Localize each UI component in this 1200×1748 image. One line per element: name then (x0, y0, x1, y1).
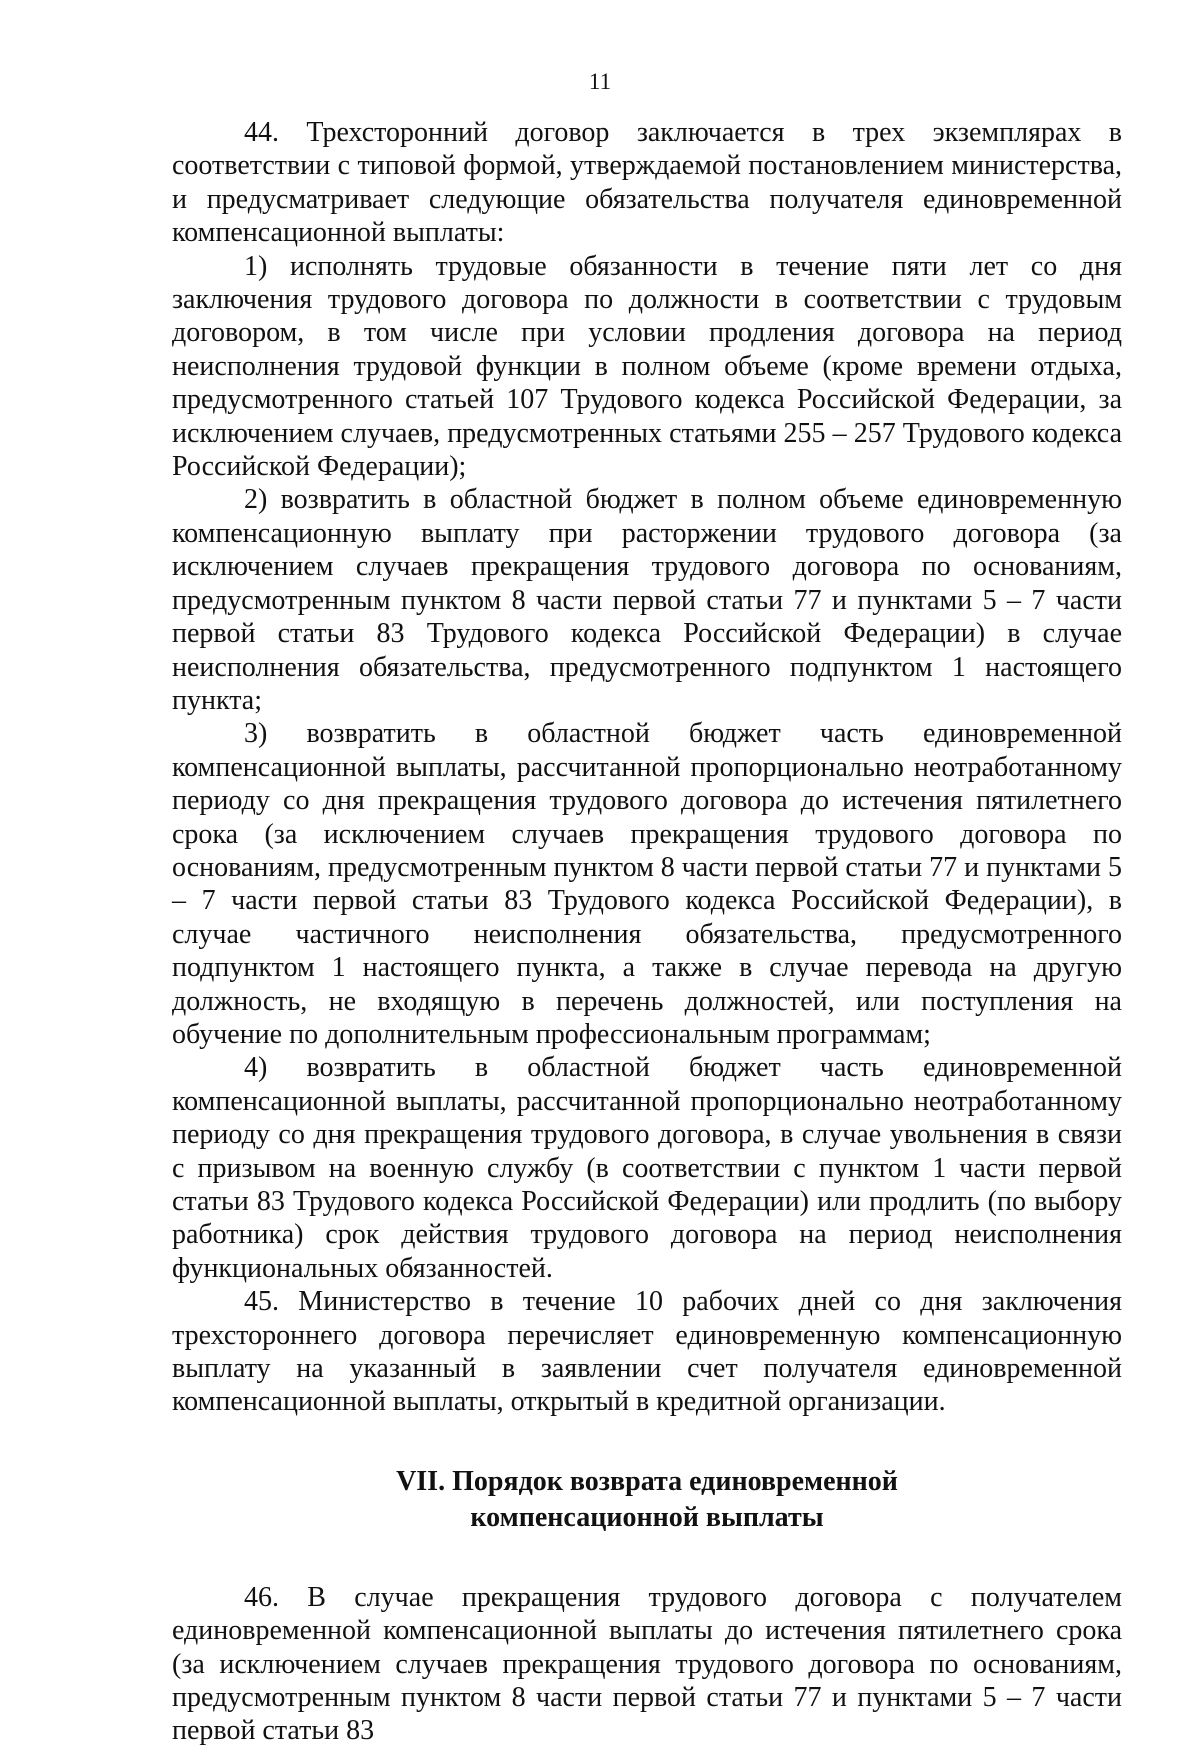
section-heading-line-2: компенсационной выплаты (470, 1501, 824, 1533)
paragraph-44-item-1: 1) исполнять трудовые обязанности в течение пяти лет со дня заключения трудового договора по должности в соответствии с трудовым договором, в том числе при условии продления договора на период неисполнения трудовой функции в полном объеме (кроме времени отдыха, предусмотренного статьей 107 Трудового кодекса Российской Федерации, за исключением случаев, предусмотренных статьями 255 – 257 Трудового кодекса Российской Федерации); (172, 250, 1122, 483)
paragraph-46: 46. В случае прекращения трудового договора с получателем единовременной компенсационной выплаты до истечения пятилетнего срока (за исключением случаев прекращения трудового договора по основаниям, предусмотренным пунктом 8 части первой статьи 77 и пунктами 5 – 7 части первой статьи 83 (172, 1581, 1122, 1747)
section-heading-line-1: VII. Порядок возврата единовременной (396, 1465, 898, 1497)
paragraph-45: 45. Министерство в течение 10 рабочих дней со дня заключения трехстороннего договора перечисляет единовременную компенсационную выплату на указанный в заявлении счет получателя единовременной компенсационной выплаты, открытый в кредитной организации. (172, 1286, 1122, 1418)
page-number: 11 (588, 69, 612, 94)
document-body (172, 116, 1122, 1748)
paragraph-44-item-4: 4) возвратить в областной бюджет часть единовременной компенсационной выплаты, рассчитанной пропорционально неотработанному периоду со дня прекращения трудового договора, в случае увольнения в связи с призывом на военную службу (в соответствии с пунктом 1 части первой статьи 83 Трудового кодекса Российской Федерации) или продлить (по выбору работника) срок действия трудового договора на период неисполнения функциональных обязанностей. (172, 1052, 1122, 1284)
paragraph-44: 44. Трехсторонний договор заключается в трех экземплярах в соответствии с типовой формой, утверждаемой постановлением министерства, и предусматривает следующие обязательства получателя единовременной компенсационной выплаты: (172, 117, 1122, 249)
paragraph-44-item-2: 2) возвратить в областной бюджет в полном объеме единовременную компенсационную выплату при расторжении трудового договора (за исключением случаев прекращения трудового договора по основаниям, предусмотренным пунктом 8 части первой статьи 77 и пунктами 5 – 7 части первой статьи 83 Трудового кодекса Российской Федерации) в случае неисполнения обязательства, предусмотренного подпунктом 1 настоящего пункта; (172, 484, 1122, 716)
paragraph-44-item-3: 3) возвратить в областной бюджет часть единовременной компенсационной выплаты, рассчитанной пропорционально неотработанному периоду со дня прекращения трудового договора до истечения пятилетнего срока (за исключением случаев прекращения трудового договора по основаниям, предусмотренным пунктом 8 части первой статьи 77 и пунктами 5 – 7 части первой статьи 83 Трудового кодекса Российской Федерации), в случае частичного неисполнения обязательства, предусмотренного подпунктом 1 настоящего пункта, а также в случае перевода на другую должность, не входящую в перечень должностей, или поступления на обучение по дополнительным профессиональным программам; (172, 718, 1122, 1050)
section-heading (172, 1464, 1122, 1536)
